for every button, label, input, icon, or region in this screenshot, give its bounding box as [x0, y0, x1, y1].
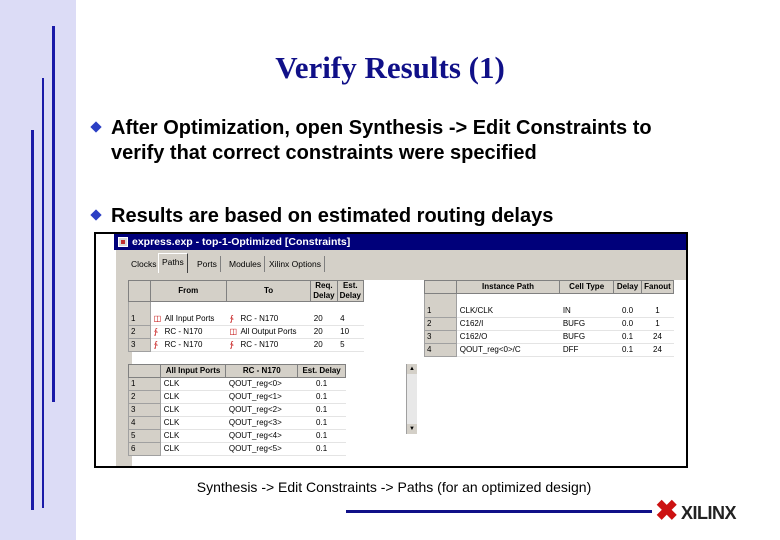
table-row[interactable]: [129, 417, 346, 430]
detail-scrollbar[interactable]: [406, 364, 417, 434]
row-number: 2: [129, 326, 151, 339]
cell-type-cell: DFF: [560, 344, 614, 357]
req-delay-cell[interactable]: 20: [311, 302, 337, 326]
window-body: [116, 250, 686, 466]
from-cell: CLK: [160, 417, 226, 430]
table-row[interactable]: [425, 318, 674, 331]
table-row[interactable]: [425, 294, 674, 318]
row-number: 1: [425, 294, 457, 318]
req-delay-cell[interactable]: 20: [311, 326, 337, 339]
table-row[interactable]: [129, 443, 346, 456]
table-row[interactable]: [129, 302, 364, 326]
est-delay-cell: 0.1: [298, 391, 346, 404]
row-number: 2: [425, 318, 457, 331]
delay-cell: 0.1: [614, 344, 642, 357]
paths-table: [128, 280, 364, 352]
from-cell: CLK: [160, 404, 226, 417]
to-cell: QOUT_reg<0>: [226, 378, 298, 391]
bullet-text: Results are based on estimated routing delays: [111, 205, 554, 227]
path-detail-table: [128, 364, 346, 456]
row-number: 4: [425, 344, 457, 357]
instance-path-cell: CLK/CLK: [456, 294, 560, 318]
table-row[interactable]: [129, 378, 346, 391]
app-icon: [118, 237, 128, 247]
column-header[interactable]: Est. Delay: [337, 281, 363, 302]
xilinx-logo: [655, 496, 747, 526]
row-number: 1: [129, 302, 151, 326]
table-row[interactable]: [425, 344, 674, 357]
clock-icon: ∱: [229, 340, 234, 349]
est-delay-cell: 0.1: [298, 443, 346, 456]
column-header[interactable]: Est. Delay: [298, 365, 346, 378]
row-number: 1: [129, 378, 161, 391]
footer-line: [346, 510, 652, 513]
to-cell: ∱ RC - N170: [226, 339, 310, 352]
fanout-cell: 24: [641, 331, 673, 344]
from-cell: ∱ RC - N170: [150, 326, 226, 339]
decorative-line: [52, 26, 55, 402]
table-row[interactable]: [129, 391, 346, 404]
table-row[interactable]: [129, 339, 364, 352]
figure-caption: Synthesis -> Edit Constraints -> Paths (for an optimized design): [196, 479, 592, 495]
delay-cell: 0.0: [614, 294, 642, 318]
cell-type-cell: IN: [560, 294, 614, 318]
scroll-down-arrow-icon[interactable]: ▼: [407, 424, 417, 434]
to-cell: QOUT_reg<2>: [226, 404, 298, 417]
fanout-cell: 24: [641, 344, 673, 357]
xilinx-x-mark-icon: ✖: [655, 495, 679, 526]
row-number: 6: [129, 443, 161, 456]
tab-paths[interactable]: Paths: [158, 253, 188, 273]
from-cell: CLK: [160, 391, 226, 404]
from-cell: CLK: [160, 430, 226, 443]
from-cell: ∱ RC - N170: [150, 339, 226, 352]
tab-modules[interactable]: Modules: [226, 256, 265, 272]
to-cell: QOUT_reg<1>: [226, 391, 298, 404]
port-icon: ◫: [153, 314, 162, 323]
clock-icon: ∱: [229, 314, 234, 323]
logo-text: XILINX: [681, 503, 737, 523]
clock-icon: ∱: [153, 340, 158, 349]
from-cell: CLK: [160, 378, 226, 391]
tab-clocks[interactable]: Clocks: [128, 256, 161, 272]
fanout-cell: 1: [641, 318, 673, 331]
est-delay-cell: 0.1: [298, 404, 346, 417]
bullet-diamond-icon: [90, 121, 101, 132]
column-header[interactable]: From: [150, 281, 226, 302]
to-cell: QOUT_reg<3>: [226, 417, 298, 430]
from-cell: ◫ All Input Ports: [150, 302, 226, 326]
row-number: 3: [425, 331, 457, 344]
to-cell: QOUT_reg<5>: [226, 443, 298, 456]
column-header[interactable]: RC - N170: [226, 365, 298, 378]
row-number: 3: [129, 339, 151, 352]
window-titlebar[interactable]: [114, 234, 686, 250]
column-header[interactable]: Fanout: [641, 281, 673, 294]
est-delay-cell: 10: [337, 326, 363, 339]
column-header[interactable]: All Input Ports: [160, 365, 226, 378]
from-cell: CLK: [160, 443, 226, 456]
req-delay-cell[interactable]: 20: [311, 339, 337, 352]
est-delay-cell: 5: [337, 339, 363, 352]
slide-title: Verify Results (1): [275, 50, 505, 85]
instance-path-cell: C162/I: [456, 318, 560, 331]
to-cell: ◫ All Output Ports: [226, 326, 310, 339]
decorative-line: [42, 78, 44, 508]
port-icon: ◫: [229, 327, 237, 336]
instance-path-table: [424, 280, 674, 357]
table-row[interactable]: [129, 326, 364, 339]
paths-pane: [132, 280, 686, 466]
fanout-cell: 1: [641, 294, 673, 318]
to-cell: ∱ RC - N170: [226, 302, 310, 326]
est-delay-cell: 4: [337, 302, 363, 326]
delay-cell: 0.0: [614, 318, 642, 331]
tab-bar: [116, 250, 686, 274]
delay-cell: 0.1: [614, 331, 642, 344]
constraints-window: [94, 232, 688, 468]
instance-path-cell: C162/O: [456, 331, 560, 344]
column-header[interactable]: Delay: [614, 281, 642, 294]
column-header[interactable]: Instance Path: [456, 281, 560, 294]
column-header[interactable]: Cell Type: [560, 281, 614, 294]
table-row[interactable]: [129, 404, 346, 417]
clock-icon: ∱: [153, 327, 158, 336]
bullet-diamond-icon: [90, 209, 101, 220]
decorative-line: [31, 130, 34, 510]
scroll-up-arrow-icon[interactable]: ▲: [407, 364, 417, 374]
est-delay-cell: 0.1: [298, 417, 346, 430]
est-delay-cell: 0.1: [298, 378, 346, 391]
row-number: 4: [129, 417, 161, 430]
tab-ports[interactable]: Ports: [194, 256, 221, 272]
cell-type-cell: BUFG: [560, 318, 614, 331]
row-number: 2: [129, 391, 161, 404]
row-number: 5: [129, 430, 161, 443]
bullet-text: After Optimization, open Synthesis -> Edit Constraints to verify that correct constraints were specified: [111, 117, 652, 164]
left-decorative-band: [0, 0, 76, 540]
column-header[interactable]: To: [226, 281, 310, 302]
instance-path-cell: QOUT_reg<0>/C: [456, 344, 560, 357]
cell-type-cell: BUFG: [560, 331, 614, 344]
table-row[interactable]: [129, 430, 346, 443]
est-delay-cell: 0.1: [298, 430, 346, 443]
window-title: express.exp - top-1-Optimized [Constraints]: [132, 236, 351, 248]
table-row[interactable]: [425, 331, 674, 344]
row-number: 3: [129, 404, 161, 417]
tab-xilinx-options[interactable]: Xilinx Options: [266, 256, 325, 272]
to-cell: QOUT_reg<4>: [226, 430, 298, 443]
column-header[interactable]: Req. Delay: [311, 281, 337, 302]
